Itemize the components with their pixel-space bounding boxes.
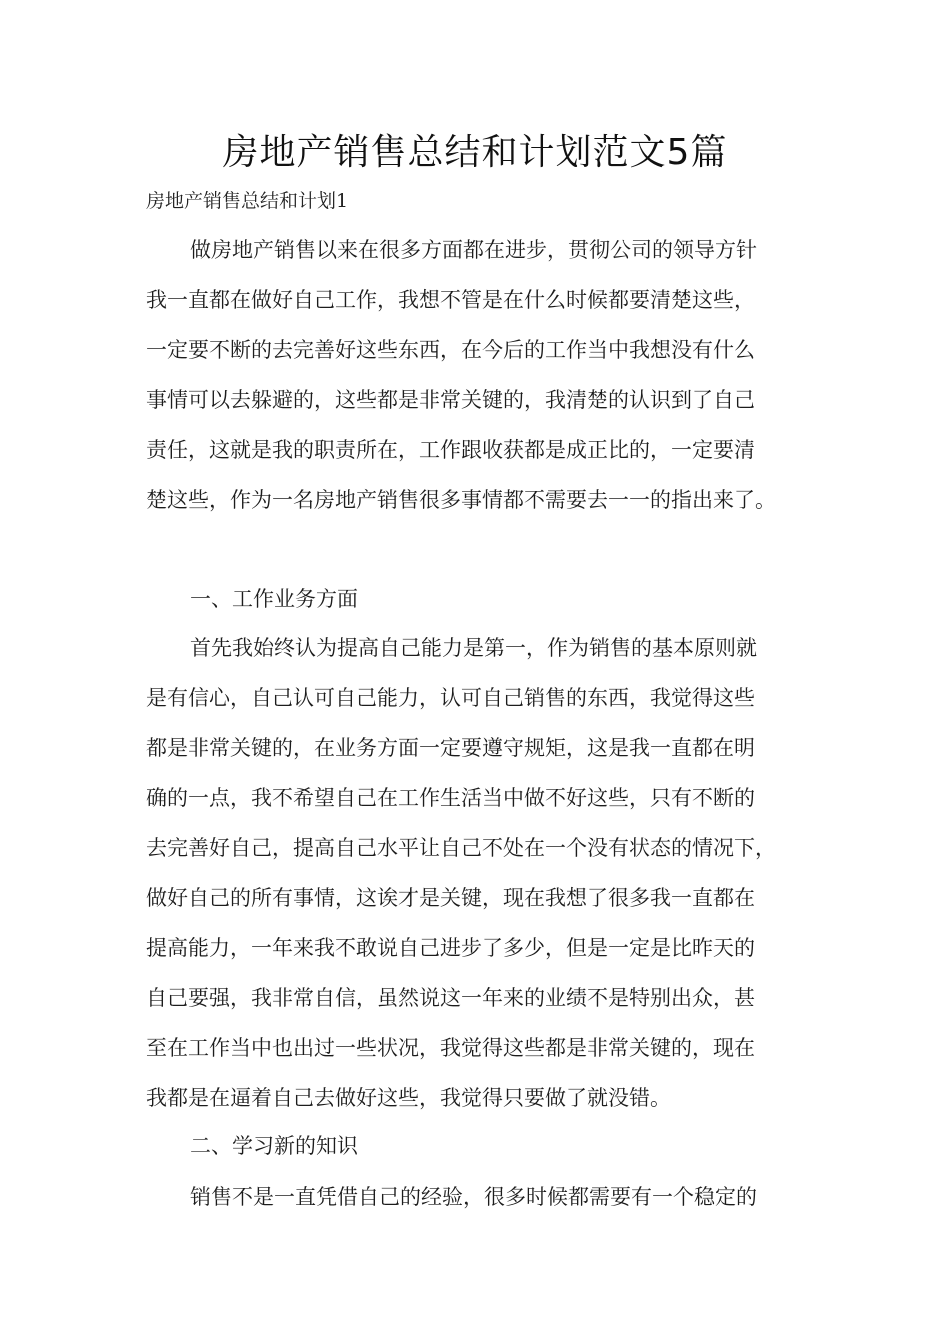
document-subtitle: 房地产销售总结和计划1 <box>146 190 349 212</box>
paragraph-line: 责任，这就是我的职责所在，工作跟收获都是成正比的，一定要清 <box>146 438 755 462</box>
paragraph-line: 事情可以去躲避的，这些都是非常关键的，我清楚的认识到了自己 <box>146 388 755 412</box>
paragraph-line: 自己要强，我非常自信，虽然说这一年来的业绩不是特别出众，甚 <box>146 986 755 1010</box>
paragraph-line: 至在工作当中也出过一些状况，我觉得这些都是非常关键的，现在 <box>146 1036 755 1060</box>
paragraph-line: 我一直都在做好自己工作，我想不管是在什么时候都要清楚这些， <box>146 288 755 312</box>
paragraph-line: 我都是在逼着自己去做好这些，我觉得只要做了就没错。 <box>146 1086 671 1110</box>
paragraph-line: 提高能力，一年来我不敢说自己进步了多少，但是一定是比昨天的 <box>146 936 755 960</box>
paragraph-line: 都是非常关键的，在业务方面一定要遵守规矩，这是我一直都在明 <box>146 736 755 760</box>
paragraph-line: 做房地产销售以来在很多方面都在进步，贯彻公司的领导方针 <box>190 238 757 262</box>
paragraph-line: 一定要不断的去完善好这些东西，在今后的工作当中我想没有什么 <box>146 338 755 362</box>
paragraph-line: 去完善好自己，提高自己水平让自己不处在一个没有状态的情况下， <box>146 836 776 860</box>
paragraph-line: 做好自己的所有事情，这诶才是关键，现在我想了很多我一直都在 <box>146 886 755 910</box>
paragraph-line: 是有信心，自己认可自己能力，认可自己销售的东西，我觉得这些 <box>146 686 755 710</box>
section-heading: 一、工作业务方面 <box>190 587 358 611</box>
document-title: 房地产销售总结和计划范文5篇 <box>222 132 728 173</box>
section-heading: 二、学习新的知识 <box>190 1134 358 1158</box>
paragraph-line: 销售不是一直凭借自己的经验，很多时候都需要有一个稳定的 <box>190 1185 757 1209</box>
paragraph-line: 楚这些，作为一名房地产销售很多事情都不需要去一一的指出来了。 <box>146 488 776 512</box>
paragraph-line: 确的一点，我不希望自己在工作生活当中做不好这些，只有不断的 <box>146 786 755 810</box>
paragraph-line: 首先我始终认为提高自己能力是第一，作为销售的基本原则就 <box>190 636 757 660</box>
